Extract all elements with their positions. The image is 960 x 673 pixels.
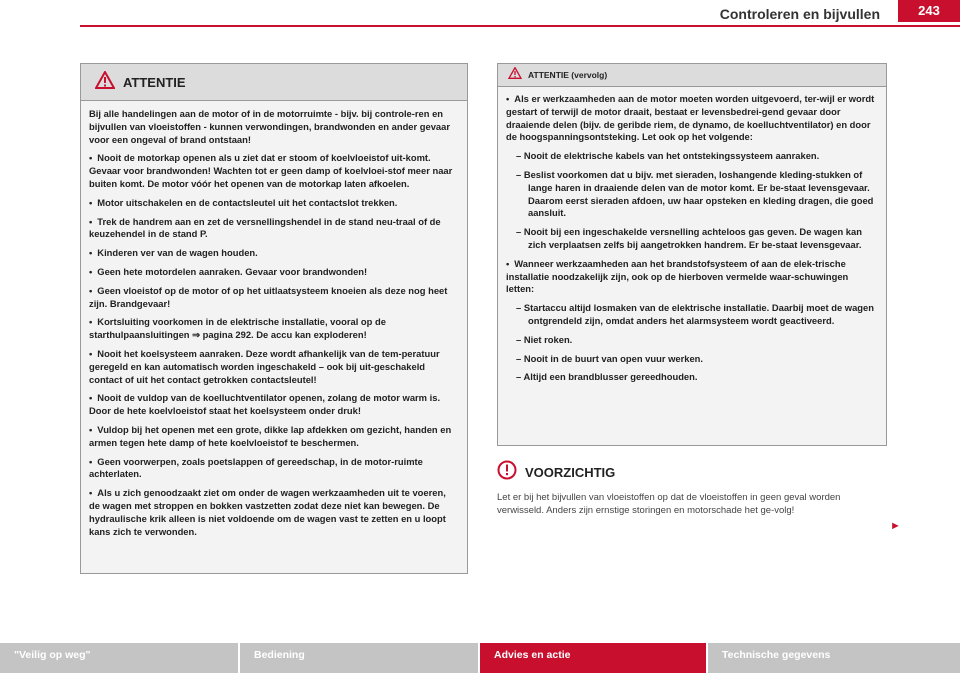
warning-item: • Nooit het koelsysteem aanraken. Deze wordt afhankelijk van de tem-peratuur geregeld en kan automatisch worden ingeschakeld – ook bij uit-geschakeld contact of uit het contact getrokken contactsleutel! xyxy=(89,348,459,386)
warning-box-title: ATTENTIE xyxy=(123,74,186,90)
warning-subitem: – Altijd een brandblusser gereedhouden. xyxy=(506,371,878,384)
warning-subitem: – Startaccu altijd losmaken van de elektrische installatie. Daarbij moet de wagen ontgrendeld zijn, omdat anders het alarmsysteem wordt geactiveerd. xyxy=(506,302,878,328)
caution-notice xyxy=(497,460,897,518)
tab-technische-gegevens[interactable]: Technische gegevens xyxy=(708,643,960,673)
warning-item: • Geen voorwerpen, zoals poetslappen of gereedschap, in de motor-ruimte achterlaten. xyxy=(89,456,459,482)
warning-subitem: – Nooit bij een ingeschakelde versnelling achteloos gas geven. De wagen kan zich verplaatsen zelfs bij aangetrokken handrem. Er be-staat levensgevaar. xyxy=(506,226,878,252)
warning-continued-body xyxy=(498,87,886,384)
warning-triangle-icon xyxy=(508,66,522,84)
warning-item: • Trek de handrem aan en zet de versnellingshendel in de stand neu-traal of de keuzehendel in de stand P. xyxy=(89,216,459,242)
caution-icon xyxy=(497,460,517,485)
caution-title: VOORZICHTIG xyxy=(525,465,616,480)
page-header-title: Controleren en bijvullen xyxy=(719,6,880,22)
warning-intro: Bij alle handelingen aan de motor of in de motorruimte - bijv. bij controle-ren en bijvullen van vloeistoffen - kunnen verwondingen, brandwonden en ander gevaar voor een ongeval of brand ontstaan! xyxy=(89,108,450,145)
warning-triangle-icon xyxy=(95,71,115,94)
warning-subitem: – Niet roken. xyxy=(506,334,878,347)
tab-bediening[interactable]: Bediening xyxy=(240,643,480,673)
warning-item: • Nooit de vuldop van de koelluchtventilator openen, zolang de motor warm is. Door de hete koelvloeistof staat het koelsysteem onder druk! xyxy=(89,392,459,418)
warning-item: • Als er werkzaamheden aan de motor moeten worden uitgevoerd, ter-wijl er wordt gestart of terwijl de motor draait, bestaat er levensbedrei-gend gevaar door draaiende delen (bijv. de geribde riem, de dynamo, de koelluchtventilator) en door de hoogspanningsontsteking. Let ook op het volgende: xyxy=(506,93,878,144)
warning-item: • Motor uitschakelen en de contactsleutel uit het contactslot trekken. xyxy=(89,197,459,210)
warning-box-body xyxy=(81,101,467,538)
warning-continued-header xyxy=(498,64,886,87)
tab-veilig-op-weg[interactable]: "Veilig op weg" xyxy=(0,643,240,673)
warning-continued-title: ATTENTIE (vervolg) xyxy=(528,70,608,80)
warning-box-header xyxy=(81,64,467,101)
warning-item: • Als u zich genoodzaakt ziet om onder de wagen werkzaamheden uit te voeren, de wagen met stroppen en bokken vastzetten zodat deze niet kan bewegen. De hydraulische krik alleen is niet voldoende om de wagen vast te zetten en u loopt kans zich te verwonden. xyxy=(89,487,459,538)
warning-subitem: – Beslist voorkomen dat u bijv. met sieraden, loshangende kleding-stukken of lange haren in draaiende delen van de motor komt. Er be-staat levensgevaar. Daarom eerst sieraden afdoen, uw haar opsteken en kleding dragen, die goed aansluit. xyxy=(506,169,878,220)
warning-item: • Geen hete motordelen aanraken. Gevaar voor brandwonden! xyxy=(89,266,459,279)
warning-item: • Wanneer werkzaamheden aan het brandstofsysteem of aan de elek-trische installatie noodzakelijk zijn, ook op de hierboven vermelde waar-schuwingen letten: xyxy=(506,258,878,296)
continue-arrow-icon: ► xyxy=(890,520,901,532)
warning-item: • Geen vloeistof op de motor of op het uitlaatsysteem knoeien als deze nog heet zijn. Brandgevaar! xyxy=(89,285,459,311)
warning-item: • Nooit de motorkap openen als u ziet dat er stoom of koelvloeistof uit-komt. Gevaar voor brandwonden! Wachten tot er geen damp of koelvloei-stof meer naar buiten komt. De motor vóór het openen van de motorkap laten afkoelen. xyxy=(89,152,459,190)
tab-advies-en-actie[interactable]: Advies en actie xyxy=(480,643,708,673)
warning-subitem: – Nooit de elektrische kabels van het ontstekingssysteem aanraken. xyxy=(506,150,878,163)
page-number: 243 xyxy=(898,0,960,22)
warning-continued-box xyxy=(497,63,887,446)
header-rule xyxy=(80,25,960,27)
caution-header xyxy=(497,460,897,485)
chapter-tabs xyxy=(0,643,960,673)
warning-box xyxy=(80,63,468,574)
warning-item: • Vuldop bij het openen met een grote, dikke lap afdekken om gezicht, handen en armen tegen hete damp of hete koelvloeistof te beschermen. xyxy=(89,424,459,450)
caution-text: Let er bij het bijvullen van vloeistoffen op dat de vloeistoffen in geen geval worden verwisseld. Anders zijn ernstige storingen en motorschade het ge-volg! xyxy=(497,492,841,517)
warning-item: • Kinderen ver van de wagen houden. xyxy=(89,247,459,260)
warning-subitem: – Nooit in de buurt van open vuur werken. xyxy=(506,353,878,366)
warning-item: • Kortsluiting voorkomen in de elektrische installatie, vooral op de starthulpaansluitingen ⇒ pagina 292. De accu kan exploderen! xyxy=(89,316,459,342)
